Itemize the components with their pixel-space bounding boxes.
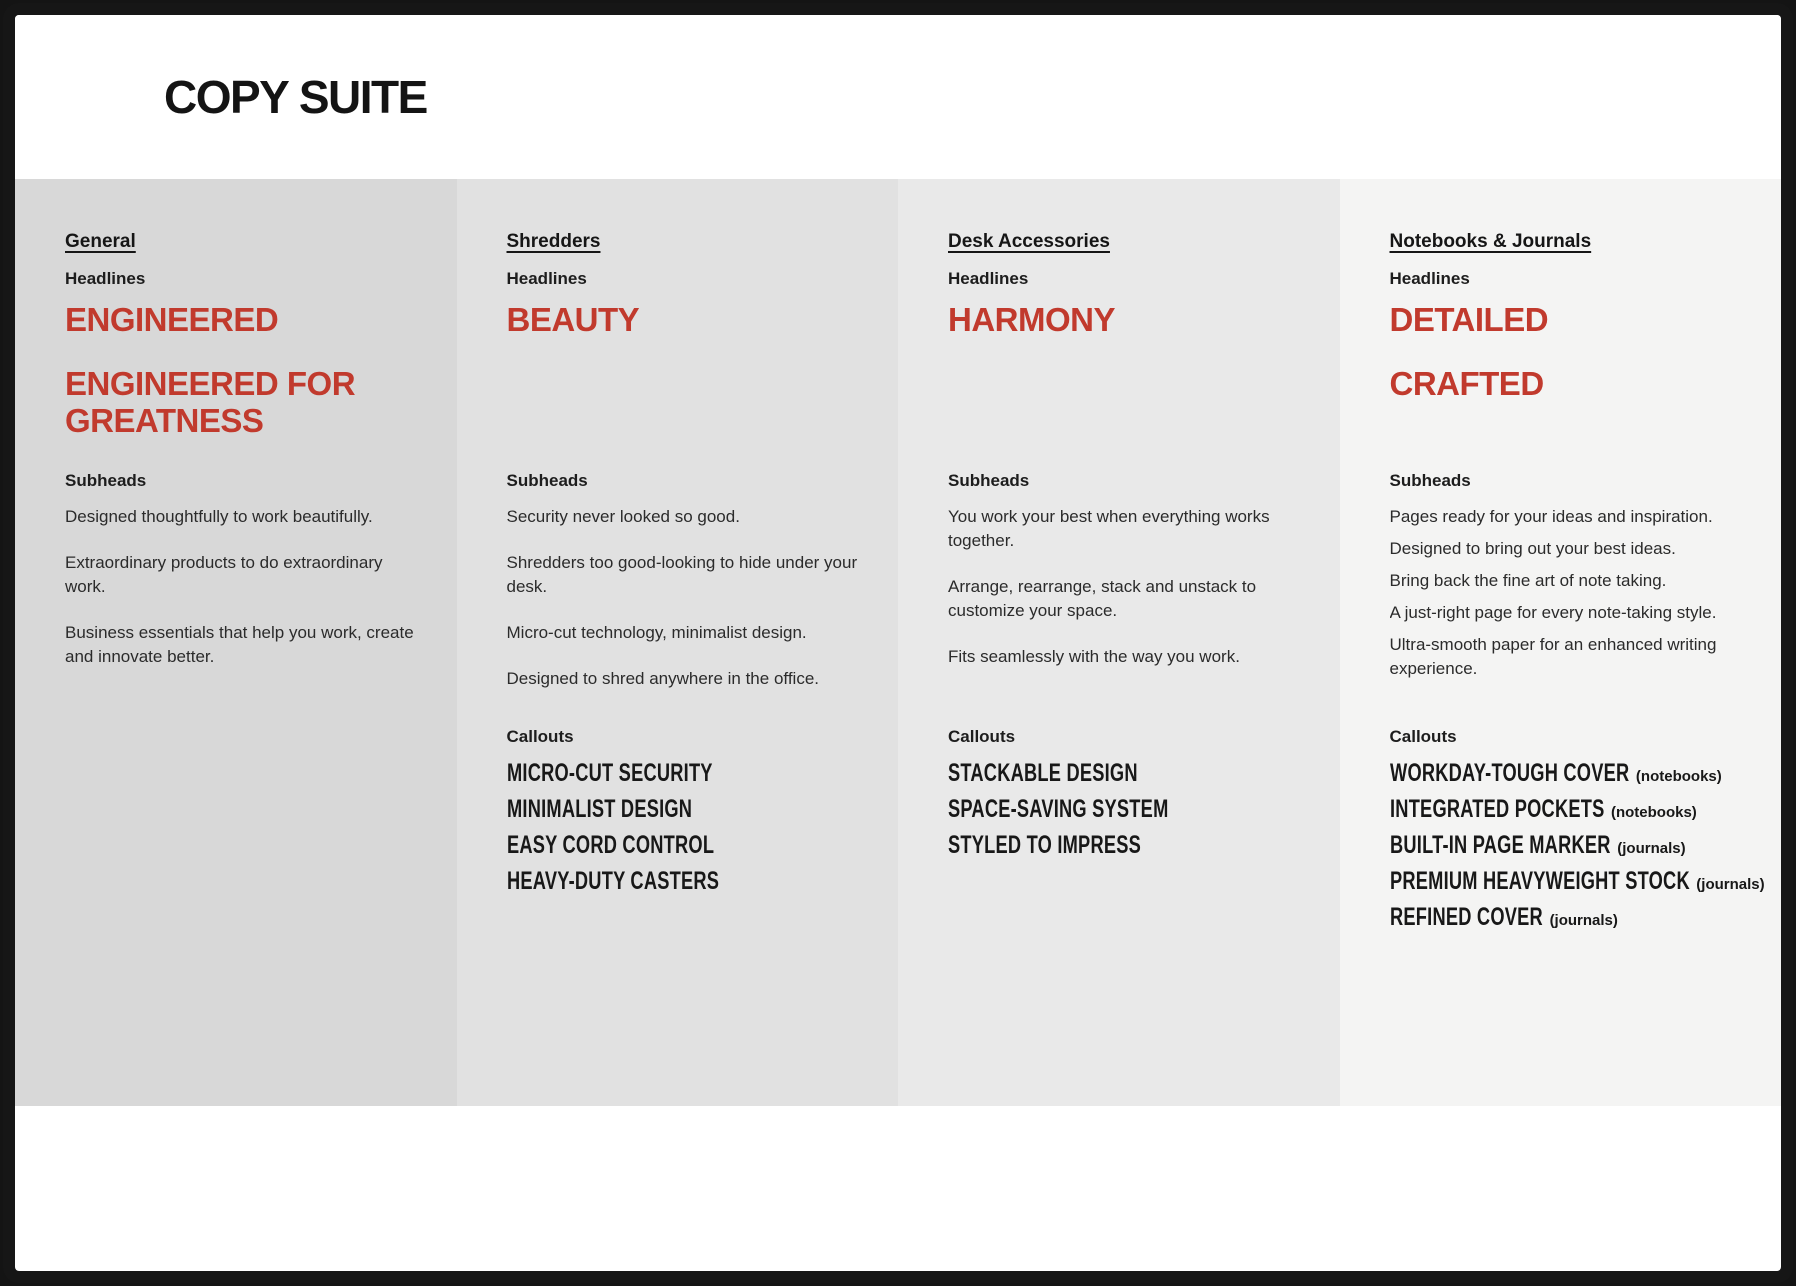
callouts-list (948, 757, 1300, 865)
callout-text: HEAVY-DUTY CASTERS (506, 867, 719, 895)
callout-note: (journals) (1696, 876, 1765, 893)
headlines-list (65, 301, 417, 471)
subhead: Pages ready for your ideas and inspiration. (1389, 507, 1713, 526)
subheads-list (65, 505, 417, 727)
subheads-list (507, 505, 859, 727)
subhead: Micro-cut technology, minimalist design. (506, 623, 807, 642)
callout-text: INTEGRATED POCKETS (1389, 795, 1605, 823)
subheads-label: Subheads (948, 471, 1030, 490)
callout (1389, 865, 1765, 901)
callout (1390, 901, 1742, 937)
headlines-list (507, 301, 859, 471)
subhead: Shredders too good-looking to hide under your desk. (506, 553, 858, 596)
callout-text: STYLED TO IMPRESS (948, 831, 1142, 859)
callout (948, 829, 1300, 865)
category-column (457, 179, 899, 1106)
headline: ENGINEERED (65, 301, 279, 338)
callout-text: STACKABLE DESIGN (948, 759, 1138, 787)
callout-text: EASY CORD CONTROL (506, 831, 714, 859)
subhead: Designed thoughtfully to work beautifully. (65, 507, 373, 526)
callout-text: BUILT-IN PAGE MARKER (1389, 831, 1611, 859)
document-page (3, 3, 1793, 1283)
callout (507, 829, 859, 865)
callout (1390, 757, 1742, 793)
callouts-label: Callouts (948, 727, 1016, 746)
category-label: Shredders (506, 231, 601, 252)
headlines-label: Headlines (506, 269, 587, 288)
header (15, 15, 1781, 179)
callout (948, 757, 1300, 793)
headline: ENGINEERED FOR GREATNESS (65, 365, 356, 439)
callout-text: PREMIUM HEAVYWEIGHT STOCK (1389, 867, 1690, 895)
subheads-label: Subheads (1389, 471, 1471, 490)
callouts-label: Callouts (1389, 727, 1457, 746)
callouts-list (1389, 757, 1765, 937)
headline: BEAUTY (506, 301, 640, 338)
callout-text: MICRO-CUT SECURITY (506, 759, 713, 787)
category-column (898, 179, 1340, 1106)
subhead: Ultra-smooth paper for an enhanced writing experience. (1389, 635, 1717, 678)
subhead: Bring back the fine art of note taking. (1389, 571, 1667, 590)
subhead: Extraordinary products to do extraordinary work. (65, 553, 383, 596)
subhead: Designed to bring out your best ideas. (1389, 539, 1676, 558)
callout (507, 757, 859, 793)
category-columns (15, 179, 1781, 1106)
subhead: Security never looked so good. (506, 507, 740, 526)
callout-note: (journals) (1549, 912, 1618, 929)
callout-text: SPACE-SAVING SYSTEM (948, 795, 1169, 823)
callout (948, 793, 1300, 829)
headlines-list (1390, 301, 1742, 471)
category-label: Desk Accessories (948, 231, 1110, 252)
callout (507, 793, 859, 829)
category-label: Notebooks & Journals (1389, 231, 1592, 252)
category-column (1340, 179, 1782, 1106)
subhead: Arrange, rearrange, stack and unstack to customize your space. (948, 577, 1257, 620)
headline: CRAFTED (1389, 365, 1544, 402)
callout-note: (notebooks) (1610, 804, 1697, 821)
subheads-list (948, 505, 1300, 727)
headlines-label: Headlines (948, 269, 1029, 288)
subheads-list (1390, 505, 1742, 727)
headlines-label: Headlines (1389, 269, 1470, 288)
subheads-label: Subheads (506, 471, 588, 490)
callout (1390, 793, 1742, 829)
callout-note: (notebooks) (1635, 768, 1722, 785)
category-label: General (65, 231, 136, 252)
subheads-label: Subheads (65, 471, 147, 490)
subhead: Business essentials that help you work, create and innovate better. (65, 623, 414, 666)
subhead: You work your best when everything works together. (948, 507, 1270, 550)
headlines-list (948, 301, 1300, 471)
callout-text: REFINED COVER (1389, 903, 1543, 931)
headline: HARMONY (948, 301, 1115, 338)
callout-note: (journals) (1617, 840, 1686, 857)
callouts-list (507, 757, 859, 901)
callout-text: WORKDAY-TOUGH COVER (1389, 759, 1629, 787)
callout (507, 865, 859, 901)
headlines-label: Headlines (65, 269, 146, 288)
category-column (15, 179, 457, 1106)
callout-text: MINIMALIST DESIGN (506, 795, 692, 823)
headline: DETAILED (1389, 301, 1549, 338)
subhead: Designed to shred anywhere in the office. (506, 669, 819, 688)
page-title: COPY SUITE (164, 71, 427, 123)
subhead: Fits seamlessly with the way you work. (948, 647, 1240, 666)
subhead: A just-right page for every note-taking style. (1389, 603, 1717, 622)
callout (1390, 829, 1742, 865)
callouts-label: Callouts (506, 727, 574, 746)
